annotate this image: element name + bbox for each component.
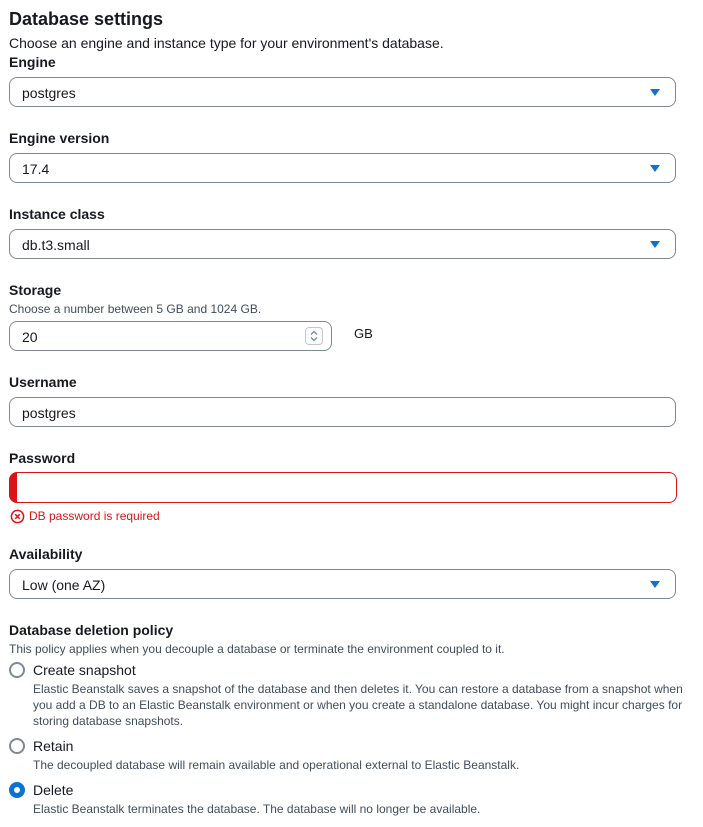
password-input[interactable] <box>9 472 677 503</box>
storage-label: Storage <box>9 282 62 298</box>
instance-class-select-value: db.t3.small <box>22 237 90 253</box>
radio-retain[interactable] <box>9 738 25 754</box>
section-description: Choose an engine and instance type for your environment's database. <box>9 35 444 51</box>
section-title: Database settings <box>9 9 164 29</box>
error-icon <box>10 509 25 524</box>
engine-version-select-value: 17.4 <box>22 161 50 177</box>
username-input[interactable] <box>9 397 676 427</box>
engine-select-value: postgres <box>22 85 76 101</box>
radio-create-snapshot[interactable] <box>9 662 25 678</box>
caret-down-icon <box>649 88 661 97</box>
stepper-icon <box>306 328 322 344</box>
storage-input-value: 20 <box>22 329 38 345</box>
radio-retain-label[interactable]: Retain <box>33 738 74 754</box>
radio-retain-description: The decoupled database will remain available and operational external to Elastic Beanstalk. <box>33 758 520 772</box>
radio-delete[interactable] <box>9 782 25 798</box>
storage-unit: GB <box>354 326 373 341</box>
radio-create-snapshot-description: Elastic Beanstalk saves a snapshot of the database and then deletes it. You can restore a database from a snapshot when you add a DB to an Elastic Beanstalk environment or when you create a standalone database. You might incur charges for storing database snapshots. <box>33 682 683 728</box>
storage-hint: Choose a number between 5 GB and 1024 GB. <box>9 302 262 316</box>
storage-input[interactable] <box>9 321 332 351</box>
username-input-value: postgres <box>22 405 76 421</box>
caret-down-icon <box>649 240 661 249</box>
storage-stepper[interactable] <box>305 327 323 345</box>
engine-label: Engine <box>9 54 56 70</box>
password-label: Password <box>9 450 76 466</box>
caret-down-icon <box>649 580 661 589</box>
availability-select[interactable] <box>9 569 676 599</box>
radio-create-snapshot-label[interactable]: Create snapshot <box>33 662 136 678</box>
availability-label: Availability <box>9 546 83 562</box>
instance-class-label: Instance class <box>9 206 105 222</box>
username-label: Username <box>9 374 77 390</box>
availability-select-value: Low (one AZ) <box>22 577 106 593</box>
engine-select[interactable] <box>9 77 676 107</box>
radio-delete-label[interactable]: Delete <box>33 782 74 798</box>
instance-class-select[interactable] <box>9 229 676 259</box>
password-error-text: DB password is required <box>29 509 160 523</box>
deletion-policy-label: Database deletion policy <box>9 622 174 638</box>
engine-version-select[interactable] <box>9 153 676 183</box>
engine-version-label: Engine version <box>9 130 110 146</box>
password-error <box>10 508 160 524</box>
caret-down-icon <box>649 164 661 173</box>
deletion-policy-hint: This policy applies when you decouple a database or terminate the environment coupled to it. <box>9 642 505 656</box>
radio-delete-description: Elastic Beanstalk terminates the database. The database will no longer be available. <box>33 802 481 816</box>
